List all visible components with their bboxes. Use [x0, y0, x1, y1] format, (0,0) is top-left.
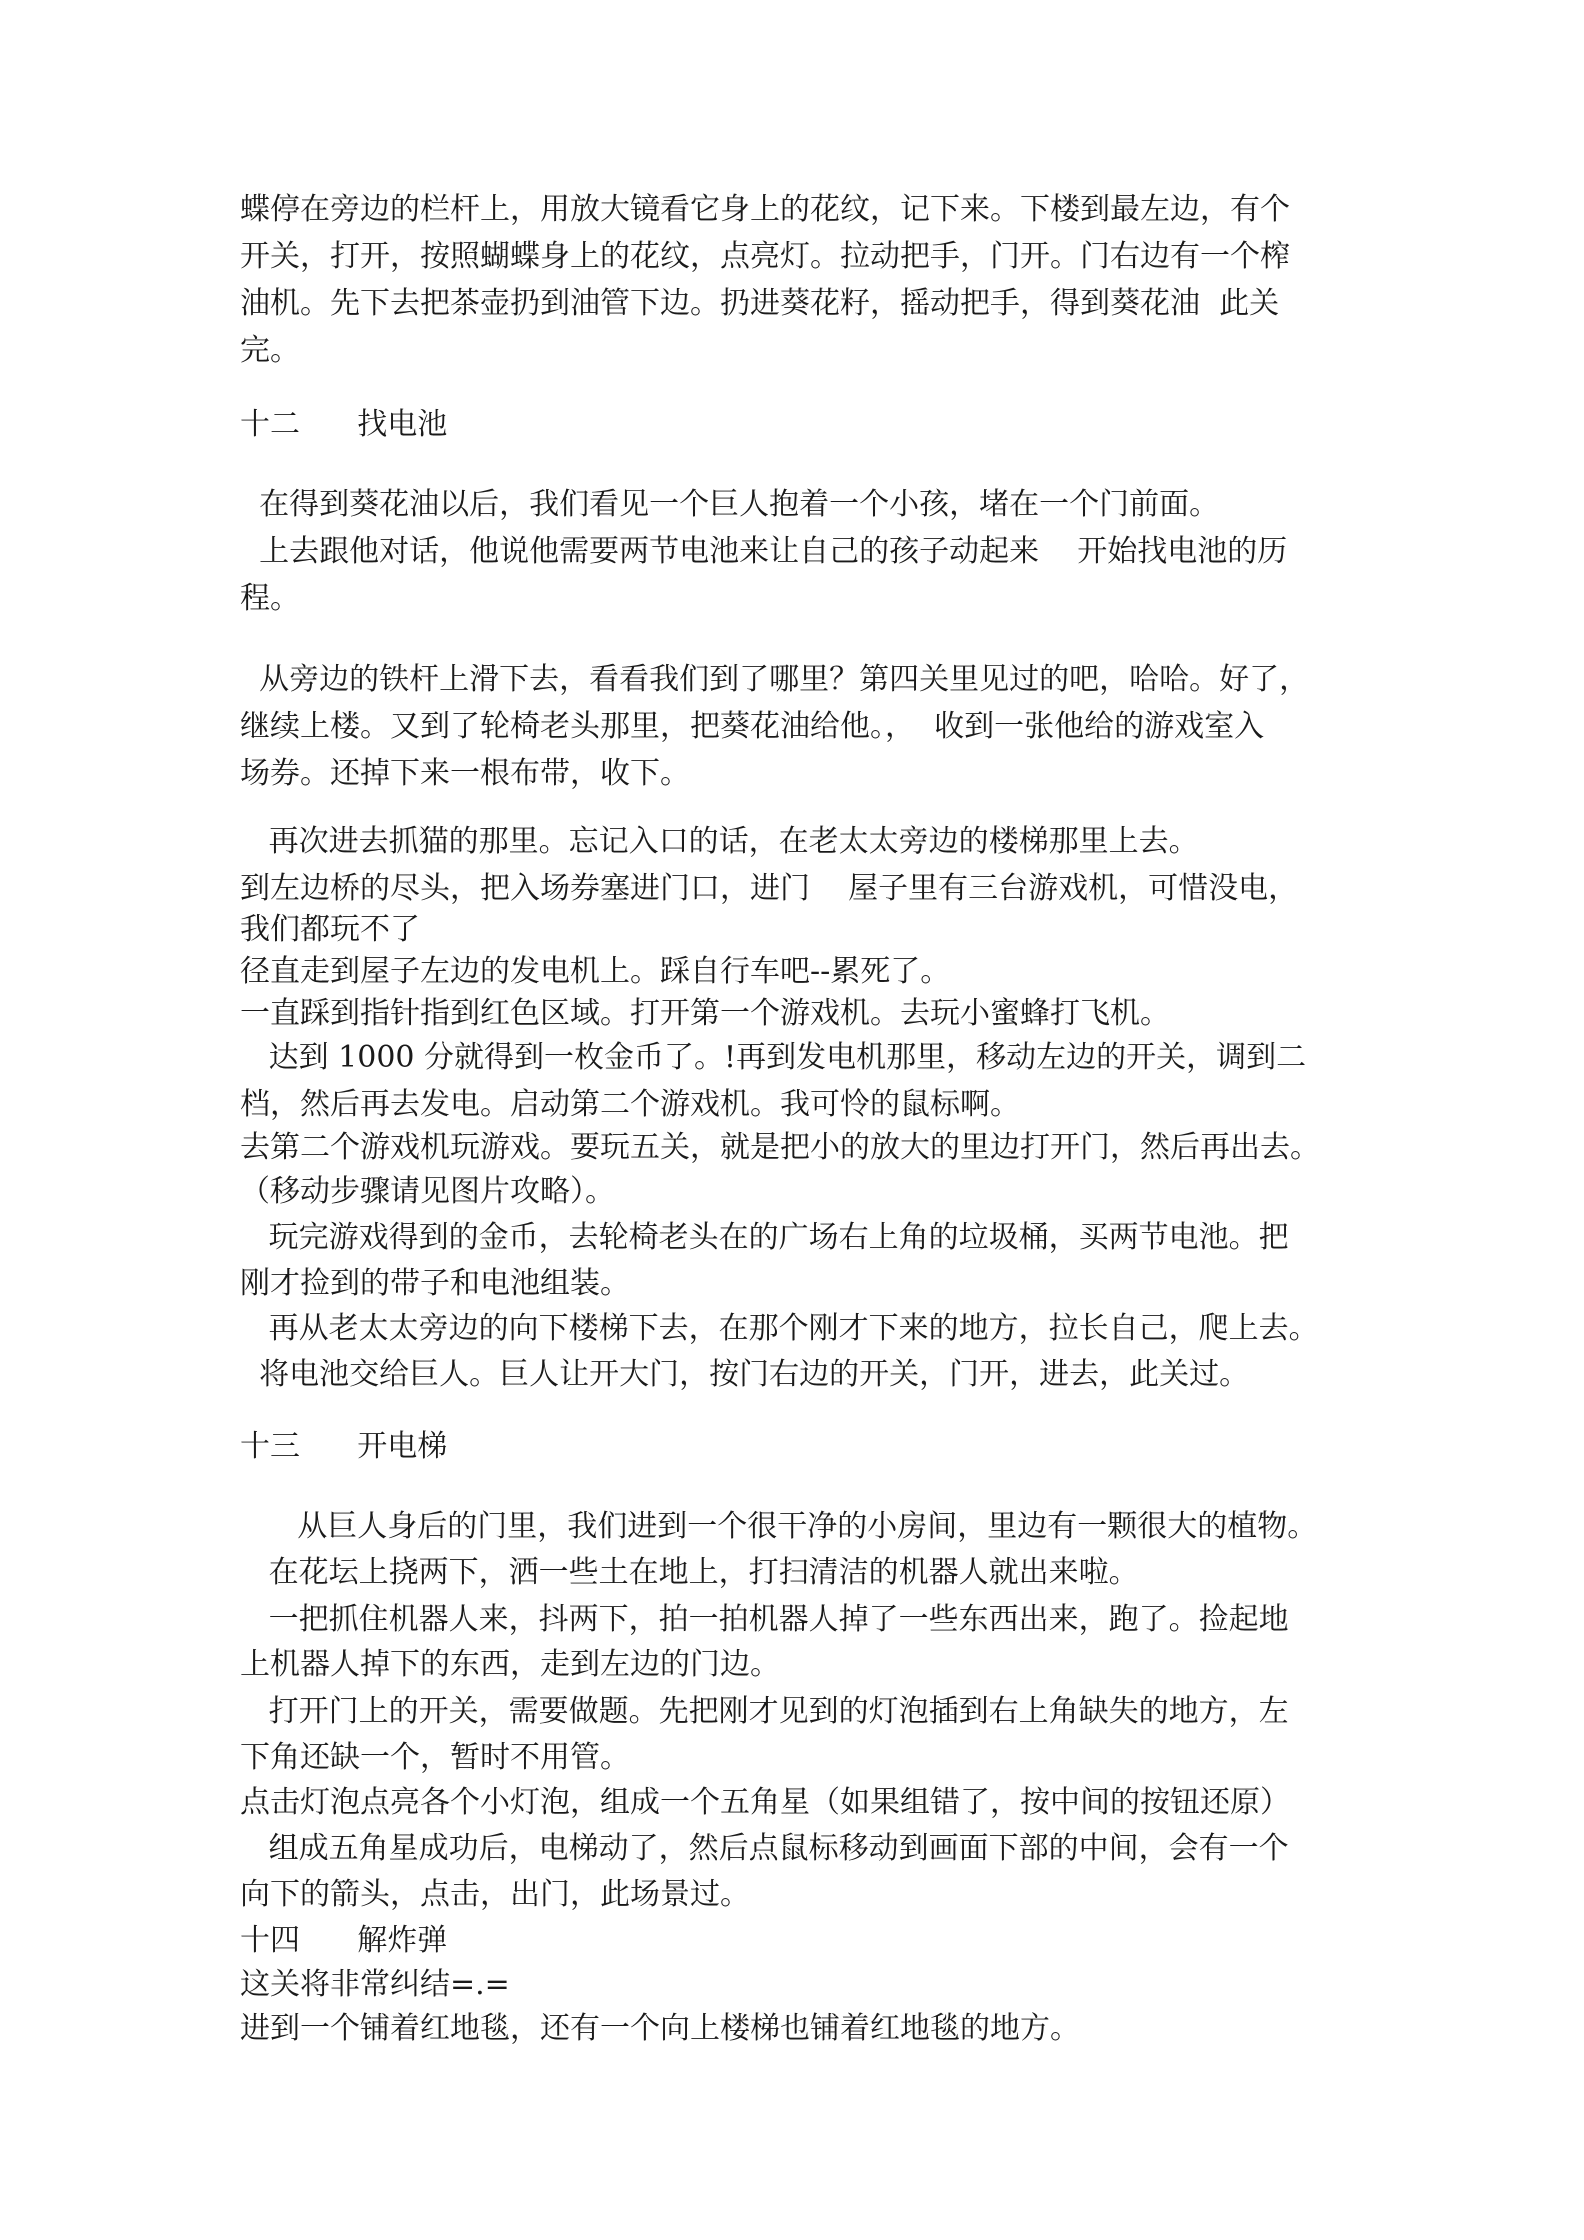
paragraph-line: 刚才捡到的带子和电池组装。 [240, 1266, 630, 1301]
paragraph-line: 场券。还掉下来一根布带，收下。 [240, 756, 690, 791]
paragraph-line: 达到 1000 分就得到一枚金币了。!再到发电机那里，移动左边的开关，调到二 [240, 1040, 1307, 1075]
paragraph-line: 去第二个游戏机玩游戏。要玩五关，就是把小的放大的里边打开门，然后再出去。 [240, 1130, 1320, 1165]
paragraph-line: 蝶停在旁边的栏杆上，用放大镜看它身上的花纹，记下来。下楼到最左边，有个 [240, 192, 1290, 227]
paragraph-line: 点击灯泡点亮各个小灯泡，组成一个五角星（如果组错了，按中间的按钮还原） [240, 1785, 1290, 1820]
paragraph-line: 继续上楼。又到了轮椅老头那里，把葵花油给他。， 收到一张他给的游戏室入 [240, 709, 1265, 744]
paragraph-line: （移动步骤请见图片攻略）。 [240, 1174, 615, 1209]
paragraph-line: 上去跟他对话，他说他需要两节电池来让自己的孩子动起来 开始找电池的历 [240, 534, 1288, 569]
paragraph-line: 一把抓住机器人来，抖两下，拍一拍机器人掉了一些东西出来，跑了。捡起地 [240, 1602, 1289, 1637]
paragraph-line: 档，然后再去发电。启动第二个游戏机。我可怜的鼠标啊。 [240, 1087, 1020, 1122]
paragraph-line: 在花坛上挠两下，洒一些土在地上，打扫清洁的机器人就出来啦。 [240, 1555, 1139, 1590]
paragraph-line: 下角还缺一个，暂时不用管。 [240, 1740, 630, 1775]
paragraph-line: 在得到葵花油以后，我们看见一个巨人抱着一个小孩，堵在一个门前面。 [240, 487, 1220, 522]
paragraph-line: 再次进去抓猫的那里。忘记入口的话，在老太太旁边的楼梯那里上去。 [240, 824, 1199, 859]
paragraph-line: 程。 [240, 581, 300, 616]
paragraph-line: 进到一个铺着红地毯，还有一个向上楼梯也铺着红地毯的地方。 [240, 2011, 1080, 2046]
section-heading: 十三 开电梯 [240, 1429, 448, 1464]
paragraph-line: 组成五角星成功后，电梯动了，然后点鼠标移动到画面下部的中间，会有一个 [240, 1831, 1289, 1866]
section-heading: 十二 找电池 [240, 407, 448, 442]
section-heading: 十四 解炸弹 [240, 1923, 448, 1958]
paragraph-line: 完。 [240, 333, 300, 368]
paragraph-line: 从巨人身后的门里，我们进到一个很干净的小房间，里边有一颗很大的植物。 [240, 1509, 1318, 1544]
paragraph-line: 到左边桥的尽头，把入场券塞进门口，进门 屋子里有三台游戏机，可惜没电， [240, 871, 1299, 906]
paragraph-line: 上机器人掉下的东西，走到左边的门边。 [240, 1647, 780, 1682]
paragraph-line: 打开门上的开关，需要做题。先把刚才见到的灯泡插到右上角缺失的地方，左 [240, 1694, 1289, 1729]
paragraph-line: 我们都玩不了 [240, 912, 420, 947]
paragraph-line: 径直走到屋子左边的发电机上。踩自行车吧--累死了。 [240, 954, 951, 989]
paragraph-line: 向下的箭头，点击，出门，此场景过。 [240, 1877, 750, 1912]
paragraph-line: 将电池交给巨人。巨人让开大门，按门右边的开关，门开，进去，此关过。 [240, 1357, 1250, 1392]
paragraph-line: 开关，打开，按照蝴蝶身上的花纹，点亮灯。拉动把手，门开。门右边有一个榨 [240, 239, 1290, 274]
paragraph-line: 再从老太太旁边的向下楼梯下去，在那个刚才下来的地方，拉长自己，爬上去。 [240, 1311, 1319, 1346]
paragraph-line: 从旁边的铁杆上滑下去，看看我们到了哪里？第四关里见过的吧，哈哈。好了， [240, 662, 1310, 697]
paragraph-line: 油机。先下去把茶壶扔到油管下边。扔进葵花籽，摇动把手，得到葵花油 此关 [240, 286, 1280, 321]
paragraph-line: 这关将非常纠结=.= [240, 1967, 510, 2002]
paragraph-line: 一直踩到指针指到红色区域。打开第一个游戏机。去玩小蜜蜂打飞机。 [240, 996, 1170, 1031]
paragraph-line: 玩完游戏得到的金币，去轮椅老头在的广场右上角的垃圾桶，买两节电池。把 [240, 1220, 1289, 1255]
